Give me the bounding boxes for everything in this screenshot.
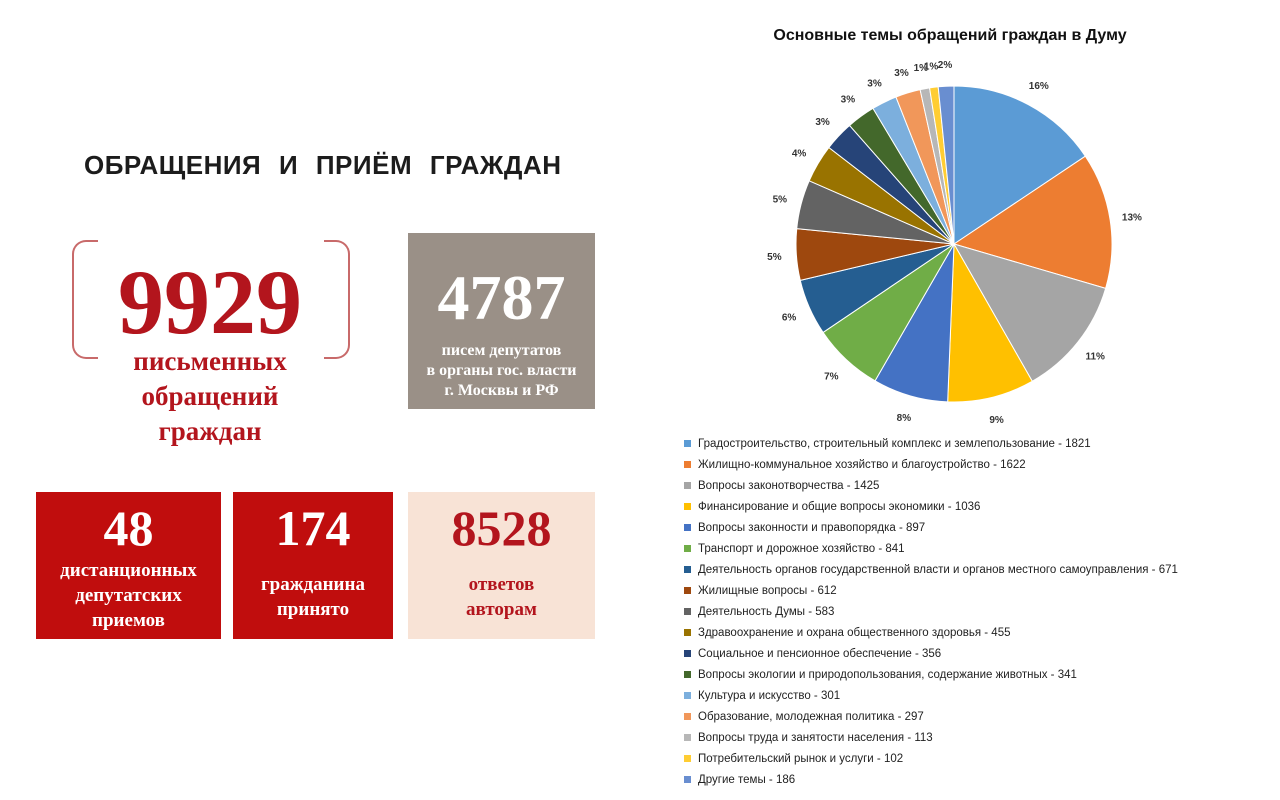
deputy-letters-caption [426, 341, 576, 401]
deputy-letters-caption-line: писем депутатов [441, 342, 562, 359]
remote-receptions-caption [60, 558, 197, 633]
legend-label: Градостроительство, строительный комплекс и землепользование - 1821 [698, 437, 1091, 450]
remote-receptions-caption-line: дистанционных [60, 560, 197, 581]
pie-slice-label: 5% [772, 194, 788, 206]
citizens-received-caption-line: принято [276, 599, 350, 620]
legend-swatch [684, 671, 691, 678]
remote-receptions-caption-line: приемов [92, 610, 165, 631]
legend-label: Вопросы законности и правопорядка - 897 [698, 521, 926, 534]
legend-item [684, 769, 1178, 790]
right-bracket-decoration [324, 240, 350, 359]
chart-legend [684, 433, 1178, 790]
legend-label: Деятельность органов государственной власти и органов местного самоуправления - 671 [698, 563, 1178, 576]
legend-item [684, 748, 1178, 769]
legend-swatch [684, 734, 691, 741]
legend-item [684, 517, 1178, 538]
letters-caption-line: граждан [158, 416, 262, 446]
page-title: ОБРАЩЕНИЯ И ПРИЁМ ГРАЖДАН [84, 150, 562, 180]
answers-card [408, 492, 595, 639]
legend-swatch [684, 650, 691, 657]
legend-label: Деятельность Думы - 583 [698, 605, 835, 618]
answers-caption [466, 572, 537, 622]
pie-chart [740, 60, 1180, 426]
letters-count: 9929 [118, 251, 302, 353]
answers-caption-line: ответов [468, 574, 535, 595]
pie-slice-label: 9% [989, 414, 1004, 426]
legend-item [684, 454, 1178, 475]
pie-slice-label: 1% [913, 63, 929, 75]
legend-item [684, 706, 1178, 727]
legend-swatch [684, 776, 691, 783]
pie-slice-label: 3% [815, 116, 830, 128]
deputy-letters-count: 4787 [437, 262, 566, 333]
legend-swatch [684, 440, 691, 447]
pie-slice-label: 4% [791, 148, 807, 160]
pie-slice-label: 3% [840, 94, 856, 106]
pie-slice-label: 11% [1085, 351, 1105, 363]
remote-receptions-caption-line: депутатских [75, 585, 182, 606]
legend-item [684, 580, 1178, 601]
legend-swatch [684, 503, 691, 510]
legend-swatch [684, 713, 691, 720]
citizens-received-caption-line: гражданина [261, 574, 365, 595]
legend-item [684, 664, 1178, 685]
legend-label: Образование, молодежная политика - 297 [698, 710, 924, 723]
deputy-letters-caption-line: г. Москвы и РФ [444, 382, 559, 399]
letters-caption-line: письменных [133, 346, 287, 376]
legend-item [684, 559, 1178, 580]
legend-label: Жилищно-коммунальное хозяйство и благоустройство - 1622 [698, 458, 1026, 471]
legend-label: Здравоохранение и охрана общественного здоровья - 455 [698, 626, 1011, 639]
legend-item [684, 601, 1178, 622]
pie-slice-label: 1% [923, 61, 939, 73]
remote-receptions-card [36, 492, 221, 639]
legend-label: Жилищные вопросы - 612 [698, 584, 837, 597]
legend-swatch [684, 461, 691, 468]
left-bracket-decoration [72, 240, 98, 359]
legend-label: Культура и искусство - 301 [698, 689, 841, 702]
legend-label: Вопросы законотворчества - 1425 [698, 479, 880, 492]
legend-swatch [684, 692, 691, 699]
legend-label: Социальное и пенсионное обеспечение - 356 [698, 647, 942, 660]
deputy-letters-caption-line: в органы гос. власти [426, 362, 577, 379]
citizens-received-card [233, 492, 393, 639]
pie-slice-label: 2% [937, 60, 953, 72]
pie-slice-label: 5% [767, 252, 782, 264]
deputy-letters-card [408, 233, 595, 409]
legend-swatch [684, 566, 691, 573]
pie-slice-label: 6% [781, 312, 797, 324]
pie-slice-label: 7% [824, 371, 839, 383]
remote-receptions-count: 48 [103, 500, 154, 556]
legend-item [684, 475, 1178, 496]
legend-label: Потребительский рынок и услуги - 102 [698, 752, 904, 765]
legend-item [684, 727, 1178, 748]
legend-item [684, 538, 1178, 559]
legend-item [684, 622, 1178, 643]
legend-swatch [684, 755, 691, 762]
legend-item [684, 685, 1178, 706]
legend-swatch [684, 482, 691, 489]
legend-label: Другие темы - 186 [698, 773, 796, 786]
legend-swatch [684, 587, 691, 594]
legend-swatch [684, 524, 691, 531]
answers-count: 8528 [451, 500, 552, 556]
legend-label: Финансирование и общие вопросы экономики - 1036 [698, 500, 981, 513]
legend-swatch [684, 629, 691, 636]
legend-item [684, 496, 1178, 517]
chart-title: Основные темы обращений граждан в Думу [773, 27, 1127, 44]
letters-caption-line: обращений [141, 381, 279, 411]
pie-slice-label: 8% [896, 412, 912, 424]
legend-label: Вопросы экологии и природопользования, содержание животных - 341 [698, 668, 1077, 681]
legend-item [684, 643, 1178, 664]
legend-label: Транспорт и дорожное хозяйство - 841 [698, 542, 905, 555]
citizens-received-count: 174 [275, 500, 351, 556]
letters-caption [96, 344, 324, 449]
pie-slice-label: 16% [1028, 81, 1049, 93]
legend-label: Вопросы труда и занятости населения - 113 [698, 731, 933, 744]
legend-swatch [684, 545, 691, 552]
legend-swatch [684, 608, 691, 615]
legend-item [684, 433, 1178, 454]
pie-slice-label: 13% [1121, 212, 1142, 224]
pie-slice-label: 3% [867, 78, 882, 90]
pie-slice-label: 3% [894, 67, 909, 79]
citizens-received-caption [261, 572, 365, 622]
answers-caption-line: авторам [466, 599, 537, 620]
